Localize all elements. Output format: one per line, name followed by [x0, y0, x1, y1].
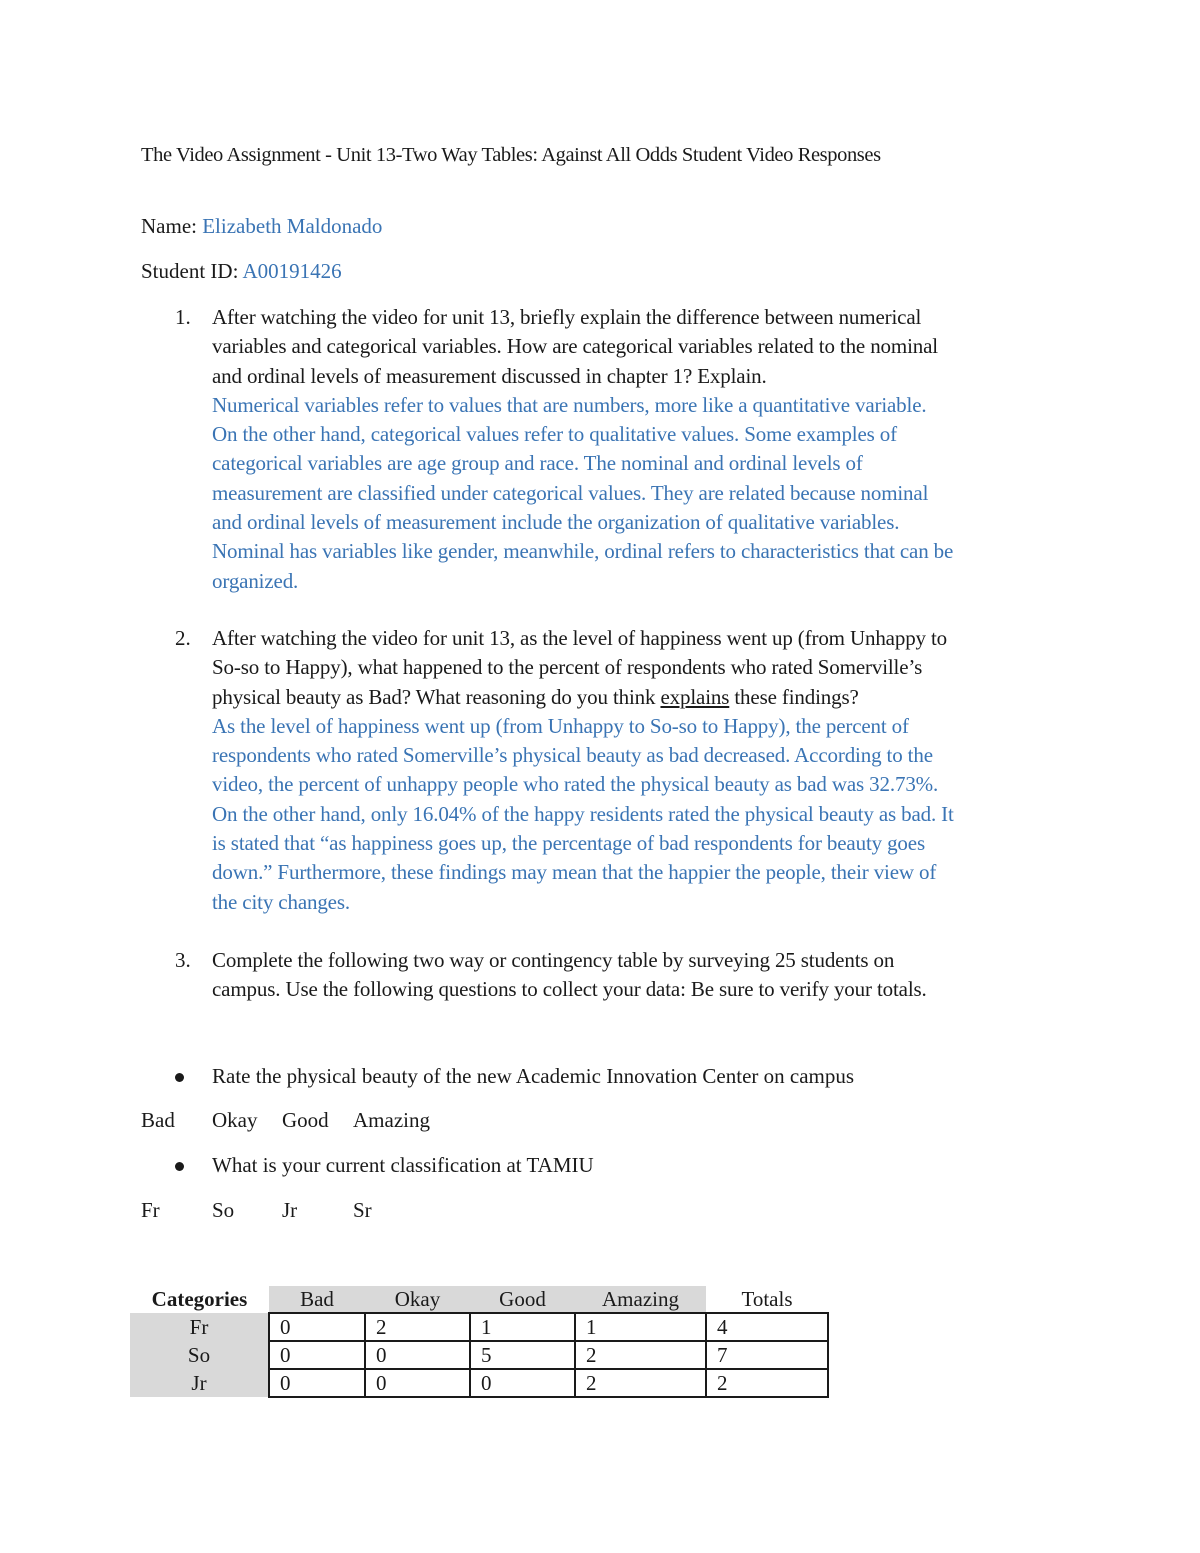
table-cell: 0 — [470, 1369, 575, 1397]
table-cell: 1 — [470, 1313, 575, 1341]
answer-line: is stated that “as happiness goes up, the percentage of bad respondents for beauty goes — [212, 831, 925, 856]
contingency-table — [130, 1286, 829, 1398]
question-prompt-line: variables and categorical variables. How are categorical variables related to the nominal — [212, 334, 938, 359]
option-label: Jr — [282, 1198, 298, 1222]
question-1 — [141, 303, 1071, 596]
answer-line: respondents who rated Somerville’s physical beauty as bad decreased. According to the — [212, 743, 933, 768]
question-prompt-line: After watching the video for unit 13, briefly explain the difference between numerical — [212, 305, 922, 329]
bullet-icon — [175, 1162, 184, 1171]
option-label: Amazing — [353, 1108, 430, 1132]
table-cell: 0 — [269, 1341, 365, 1369]
column-header: Bad — [269, 1286, 365, 1313]
table-row — [130, 1313, 828, 1341]
question-prompt-line: So-so to Happy), what happened to the percent of respondents who rated Somerville’s — [212, 655, 923, 680]
name-label: Name: — [141, 214, 197, 238]
question-3 — [141, 946, 1071, 1005]
table-cell: 1 — [575, 1313, 706, 1341]
option-label: Sr — [353, 1198, 372, 1222]
answer-line: categorical variables are age group and race. The nominal and ordinal levels of — [212, 451, 863, 476]
table-cell: 2 — [575, 1341, 706, 1369]
row-header: Fr — [130, 1313, 269, 1341]
row-header: Jr — [130, 1369, 269, 1397]
table-cell: 2 — [365, 1313, 470, 1341]
document-title: The Video Assignment - Unit 13-Two Way Tables: Against All Odds Student Video Responses — [141, 144, 881, 166]
question-prompt-line: After watching the video for unit 13, as the level of happiness went up (from Unhappy to — [212, 626, 948, 650]
name-field — [141, 214, 382, 239]
total-cell: 2 — [706, 1369, 828, 1397]
table-cell: 2 — [575, 1369, 706, 1397]
question-prompt-line: campus. Use the following questions to collect your data: Be sure to verify your totals. — [212, 977, 927, 1002]
option-label: So — [212, 1198, 235, 1222]
bullet-text: Rate the physical beauty of the new Academic Innovation Center on campus — [212, 1064, 855, 1088]
student-id-label: Student ID: — [141, 259, 239, 283]
answer-line: and ordinal levels of measurement include the organization of qualitative variables. — [212, 510, 900, 535]
answer-line: down.” Furthermore, these findings may mean that the happier the people, their view of — [212, 860, 937, 885]
student-id-value: A00191426 — [242, 259, 342, 283]
question-number: 2. — [175, 626, 191, 650]
table-row — [130, 1369, 828, 1397]
option-label: Good — [282, 1108, 329, 1132]
answer-line: organized. — [212, 568, 299, 593]
question-prompt-line: and ordinal levels of measurement discussed in chapter 1? Explain. — [212, 363, 767, 388]
table-cell: 0 — [365, 1369, 470, 1397]
row-header: So — [130, 1341, 269, 1369]
column-header: Amazing — [575, 1286, 706, 1313]
total-cell: 7 — [706, 1341, 828, 1369]
question-number: 3. — [175, 948, 191, 972]
bullet-item — [141, 1064, 854, 1089]
table-cell: 0 — [269, 1313, 365, 1341]
answer-line: On the other hand, only 16.04% of the happy residents rated the physical beauty as bad. It — [212, 801, 954, 826]
table-row — [130, 1341, 828, 1369]
bullet-item — [141, 1153, 594, 1178]
question-2 — [141, 624, 1071, 917]
total-cell: 4 — [706, 1313, 828, 1341]
answer-line: Nominal has variables like gender, meanwhile, ordinal refers to characteristics that can be — [212, 539, 954, 564]
name-value: Elizabeth Maldonado — [202, 214, 383, 238]
answer-line: measurement are classified under categorical values. They are related because nominal — [212, 480, 929, 505]
table-cell: 0 — [365, 1341, 470, 1369]
table-corner-header: Categories — [130, 1286, 269, 1313]
underlined-word: explains — [660, 684, 730, 709]
column-header: Okay — [365, 1286, 470, 1313]
option-label: Fr — [141, 1198, 160, 1222]
answer-line: As the level of happiness went up (from Unhappy to So-so to Happy), the percent of — [212, 713, 909, 738]
answer-line: On the other hand, categorical values refer to qualitative values. Some examples of — [212, 422, 897, 447]
bullet-text: What is your current classification at TAMIU — [212, 1153, 594, 1177]
table-cell: 0 — [269, 1369, 365, 1397]
option-label: Bad — [141, 1108, 175, 1132]
answer-line: the city changes. — [212, 889, 350, 914]
answer-line: video, the percent of unhappy people who rated the physical beauty as bad was 32.73%. — [212, 772, 939, 797]
option-label: Okay — [212, 1108, 258, 1132]
totals-header: Totals — [706, 1286, 828, 1313]
question-prompt-line: Complete the following two way or contingency table by surveying 25 students on — [212, 948, 895, 972]
question-number: 1. — [175, 305, 191, 329]
table-header-row — [130, 1286, 828, 1313]
student-id-field — [141, 259, 342, 284]
answer-line: Numerical variables refer to values that are numbers, more like a quantitative variable. — [212, 392, 927, 417]
table-cell: 5 — [470, 1341, 575, 1369]
question-prompt-line: physical beauty as Bad? What reasoning do you think explains these findings? — [212, 684, 859, 709]
bullet-icon — [175, 1073, 184, 1082]
column-header: Good — [470, 1286, 575, 1313]
